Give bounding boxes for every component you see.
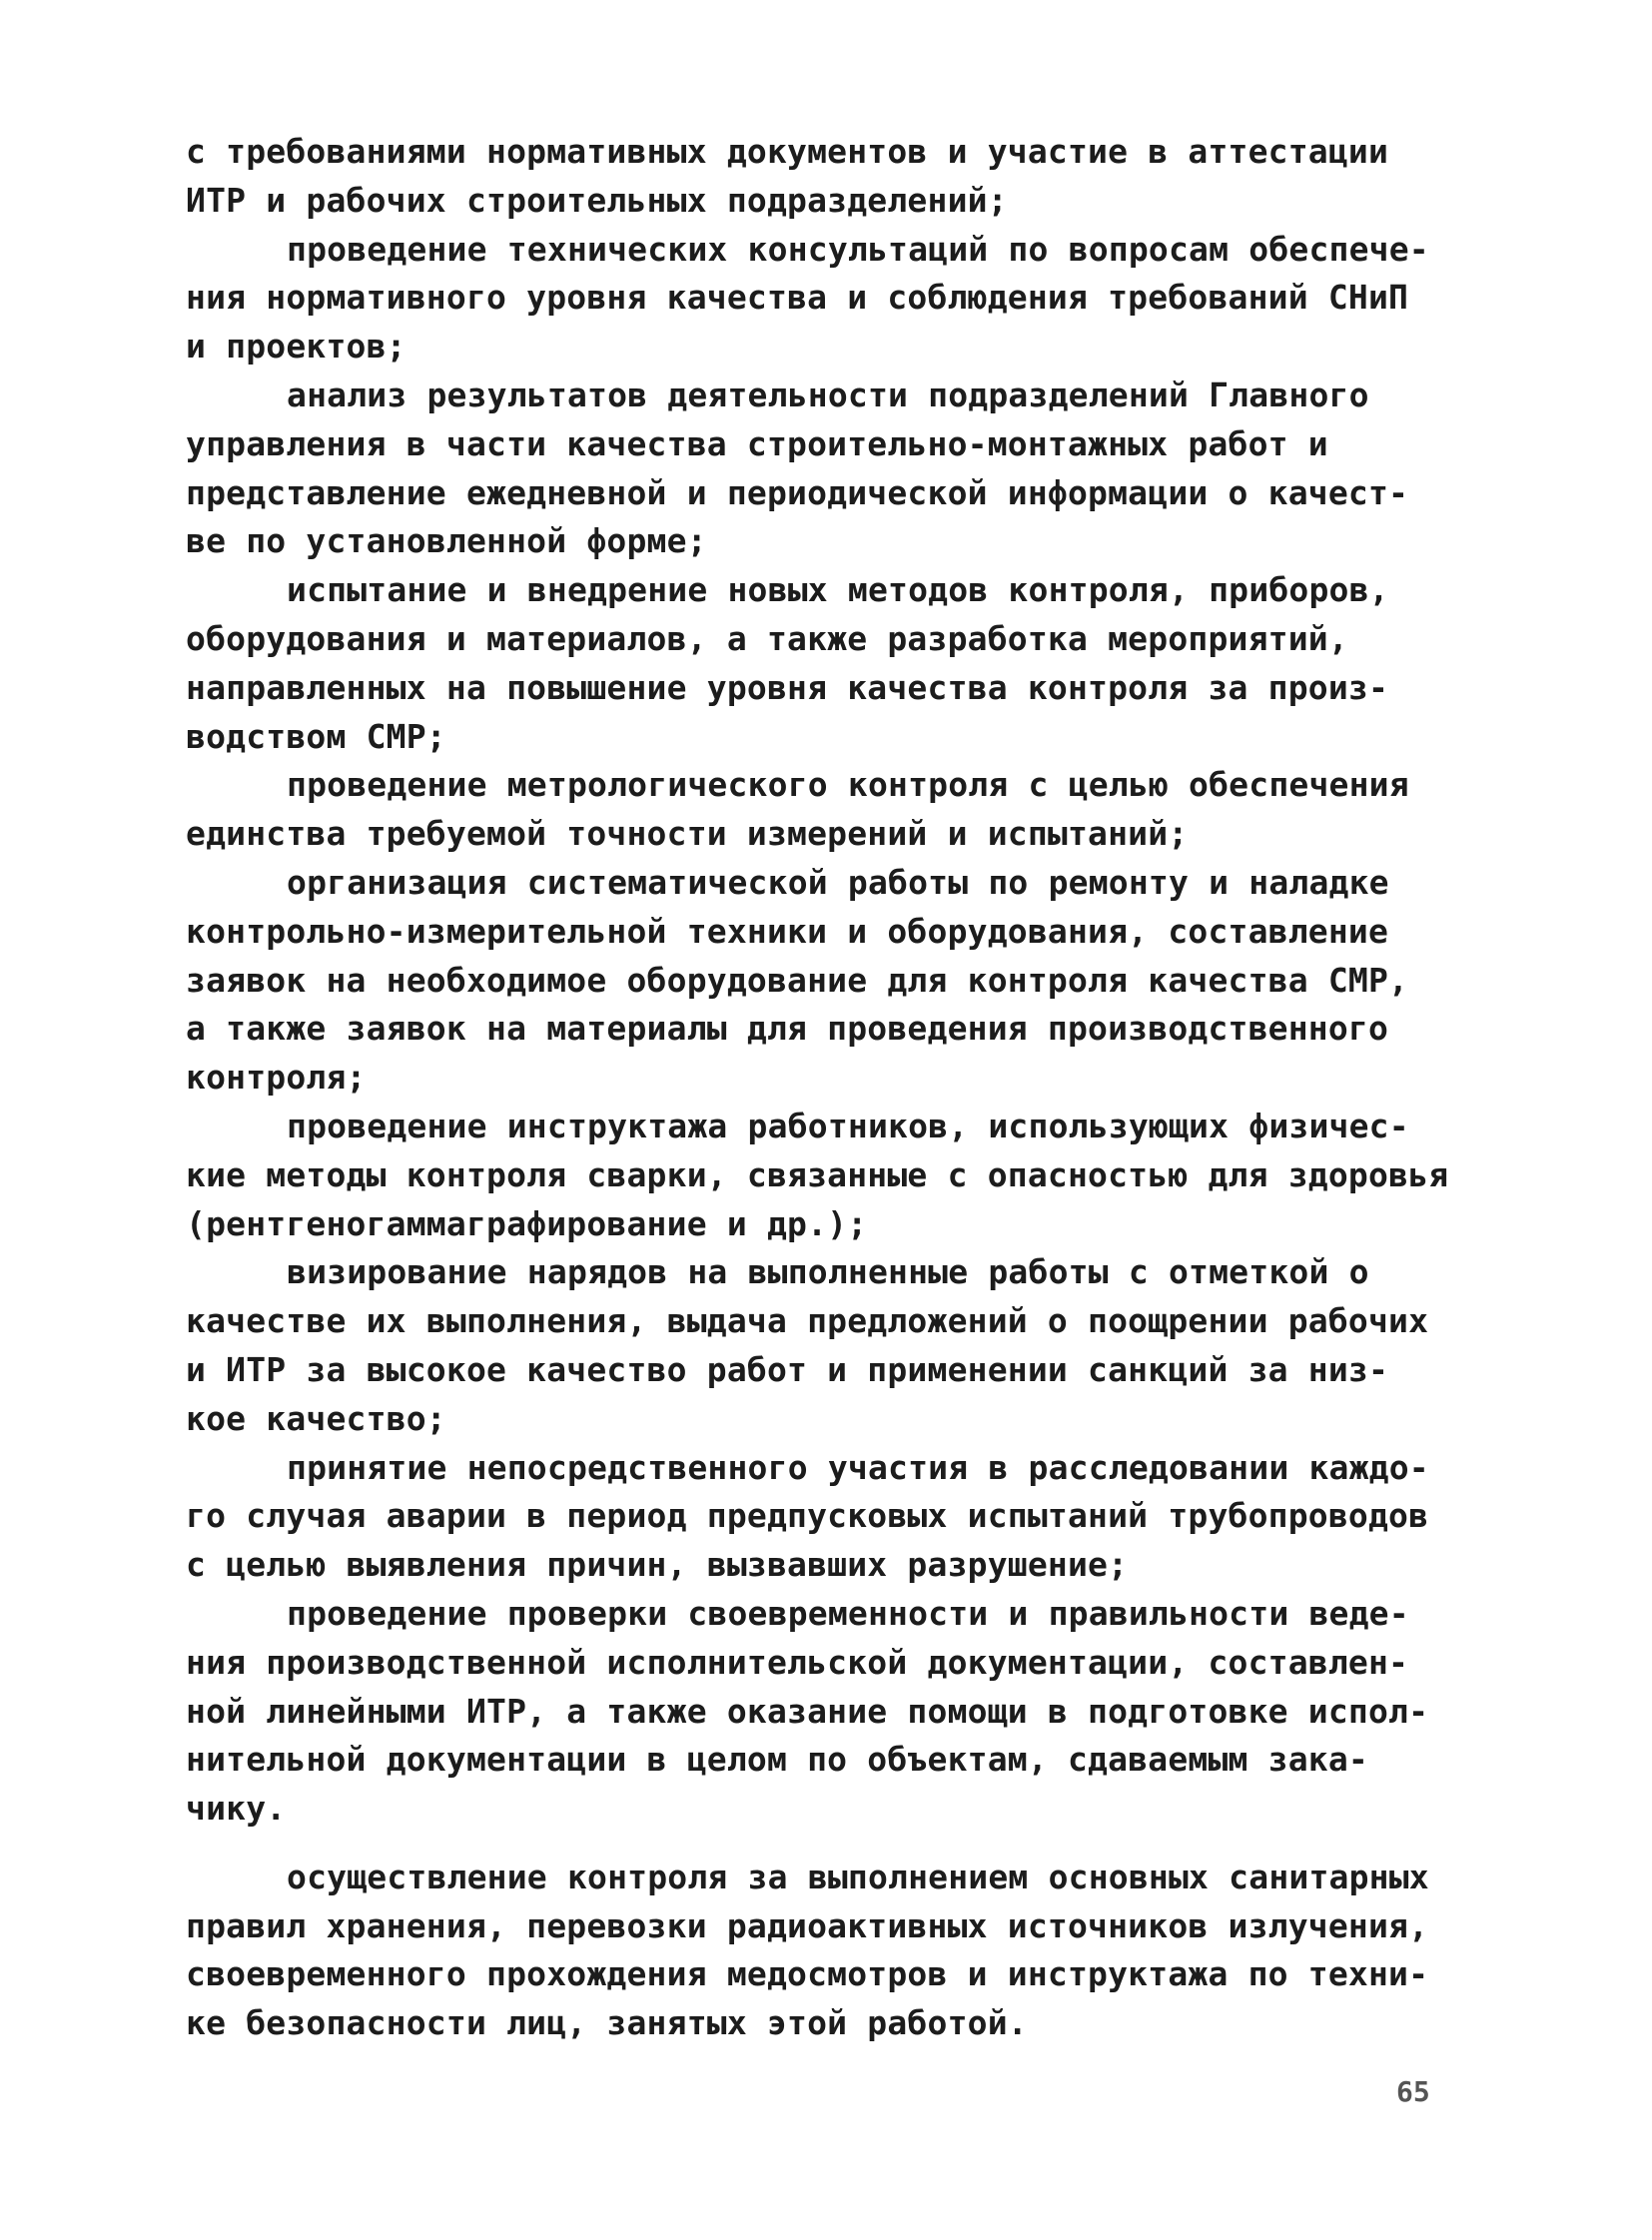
text-line: и проектов; — [186, 327, 407, 367]
text-line: оборудования и материалов, а также разработка мероприятий, — [186, 618, 1348, 658]
page-number: 65 — [1396, 2075, 1430, 2108]
text-line: своевременного прохождения медосмотров и инструктажа по техни- — [186, 1954, 1429, 1994]
paragraph — [186, 1590, 1484, 1834]
text-line: анализ результатов деятельности подразделений Главного — [287, 374, 1369, 414]
text-line: ке безопасности лиц, занятых этой работой. — [186, 2003, 1028, 2043]
text-line: а также заявок на материалы для проведения производственного — [186, 1009, 1389, 1049]
text-line: принятие непосредственного участия в расследовании каждо- — [287, 1447, 1429, 1487]
text-line: ве по установленной форме; — [186, 521, 707, 561]
text-line: представление ежедневной и периодической информации о качест- — [186, 472, 1409, 512]
text-line: кое качество; — [186, 1398, 446, 1438]
text-line: и ИТР за высокое качество работ и применении санкций за низ- — [186, 1349, 1389, 1389]
text-line: ной линейными ИТР, а также оказание помощи в подготовке испол- — [186, 1691, 1429, 1731]
text-line: ИТР и рабочих строительных подразделений; — [186, 180, 1008, 220]
paragraph — [186, 1854, 1484, 2048]
text-line: проведение проверки своевременности и правильности веде- — [287, 1593, 1409, 1633]
paragraph — [186, 372, 1484, 566]
text-line: проведение технических консультаций по вопросам обеспече- — [287, 229, 1429, 269]
text-line: управления в части качества строительно-монтажных работ и — [186, 423, 1328, 463]
text-line: качестве их выполнения, выдача предложений о поощрении рабочих — [186, 1301, 1429, 1341]
text-line: правил хранения, перевозки радиоактивных источников излучения, — [186, 1905, 1429, 1945]
text-line: с целью выявления причин, вызвавших разрушение; — [186, 1545, 1129, 1585]
paragraph — [186, 859, 1484, 1103]
text-line: (рентгеногаммаграфирование и др.); — [186, 1203, 868, 1243]
paragraph — [186, 1444, 1484, 1590]
text-line: испытание и внедрение новых методов контроля, приборов, — [287, 570, 1389, 610]
text-line: го случая аварии в период предпусковых испытаний трубопроводов — [186, 1496, 1429, 1536]
paragraph — [186, 761, 1484, 859]
paragraph — [186, 226, 1484, 372]
text-line: проведение инструктажа работников, использующих физичес- — [287, 1106, 1409, 1145]
text-line: нительной документации в целом по объектам, сдаваемым зака- — [186, 1740, 1368, 1780]
paragraph — [186, 566, 1484, 761]
document-body — [186, 128, 1484, 2048]
text-line: визирование нарядов на выполненные работы с отметкой о — [287, 1252, 1369, 1292]
paragraph — [186, 128, 1484, 226]
paragraph — [186, 1103, 1484, 1248]
text-line: организация систематической работы по ремонту и наладке — [287, 862, 1389, 902]
paragraph — [186, 1248, 1484, 1443]
text-line: контрольно-измерительной техники и оборудования, составление — [186, 911, 1389, 951]
text-line: единства требуемой точности измерений и испытаний; — [186, 814, 1189, 854]
text-line: кие методы контроля сварки, связанные с опасностью для здоровья — [186, 1154, 1449, 1194]
text-line: с требованиями нормативных документов и участие в аттестации — [186, 132, 1389, 171]
text-line: контроля; — [186, 1058, 367, 1098]
text-line: ния нормативного уровня качества и соблюдения требований СНиП — [186, 278, 1409, 318]
text-line: заявок на необходимое оборудование для контроля качества СМР, — [186, 960, 1409, 1000]
text-line: водством СМР; — [186, 716, 446, 756]
text-line: проведение метрологического контроля с целью обеспечения — [287, 765, 1409, 805]
text-line: осуществление контроля за выполнением основных санитарных — [287, 1857, 1429, 1896]
text-line: ния производственной исполнительской документации, составлен- — [186, 1642, 1409, 1682]
text-line: чику. — [186, 1789, 287, 1829]
text-line: направленных на повышение уровня качества контроля за произ- — [186, 667, 1389, 707]
